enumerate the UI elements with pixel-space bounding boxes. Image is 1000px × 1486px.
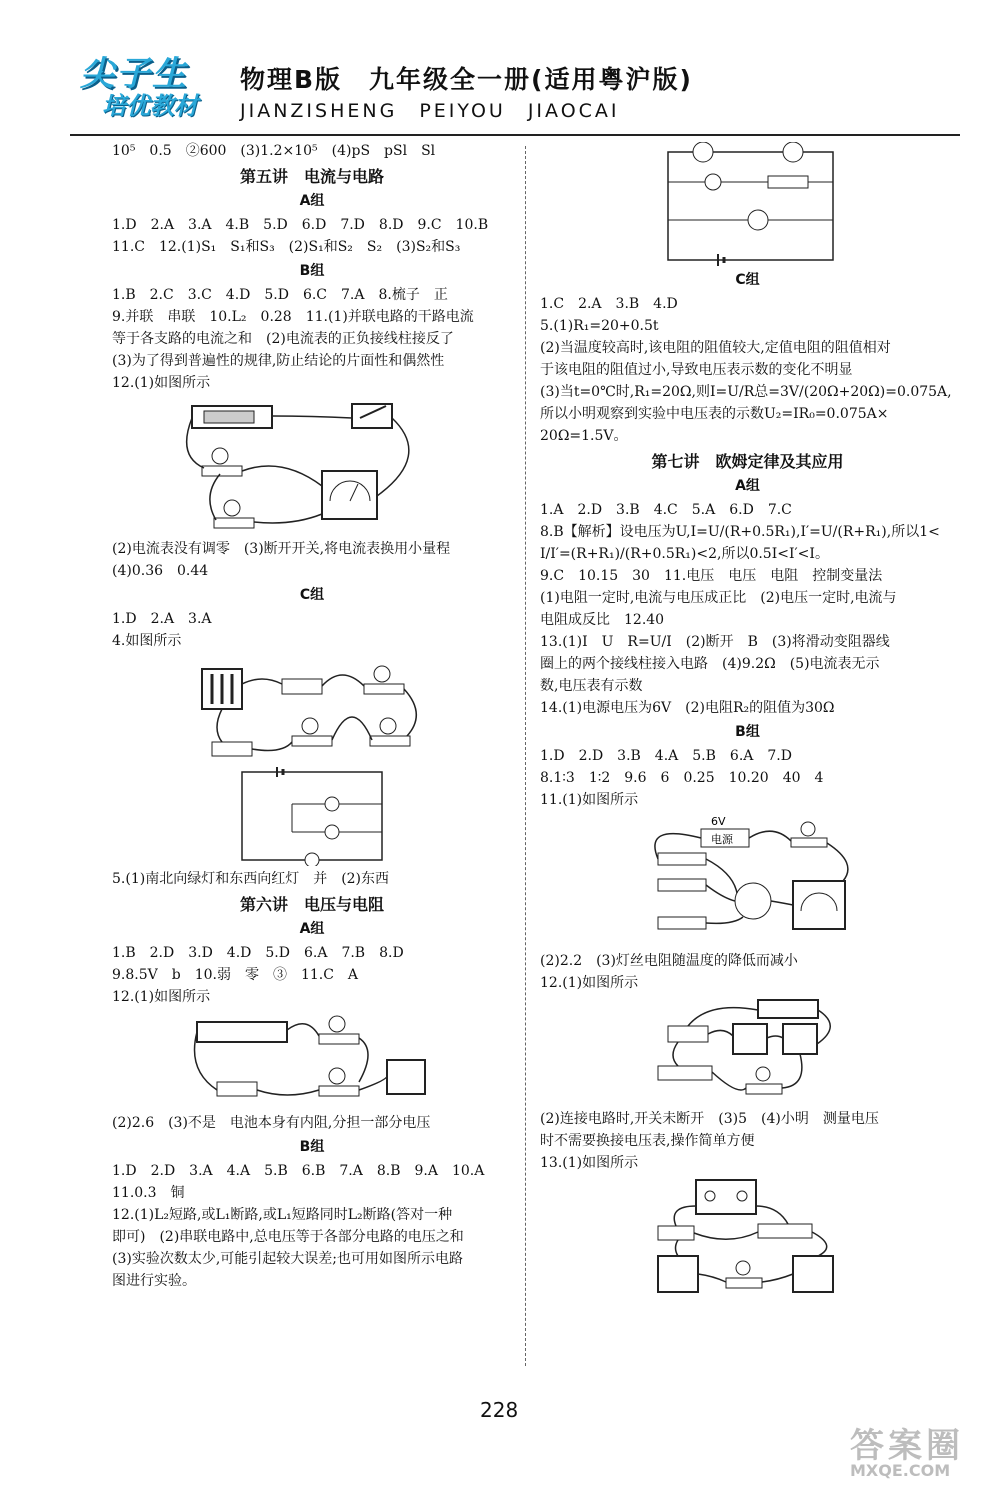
answer-line: 9.C 10.15 30 11.电压 电压 电阻 控制变量法 xyxy=(540,568,883,584)
answer-line: (3)当t=0℃时,R₁=20Ω,则I=U/R总=3V/(20Ω+20Ω)=0.075A, xyxy=(540,384,952,400)
answer-line: 1.D 2.A 3.A xyxy=(112,611,212,627)
answer-line: 即可) (2)串联电路中,总电压等于各部分电路的电压之和 xyxy=(112,1229,464,1245)
figure-label-6v: 6V xyxy=(710,815,726,828)
answer-line: 所以小明观察到实验中电压表的示数U₂=IR₀=0.075A× xyxy=(540,406,889,422)
group-a-heading: A组 xyxy=(735,478,760,494)
right-column xyxy=(540,140,955,1303)
answer-line: (1)电阻一定时,电流与电压成正比 (2)电压一定时,电流与 xyxy=(540,590,897,606)
page-number: 228 xyxy=(480,1398,519,1422)
circuit-figure-voltage xyxy=(187,1010,437,1110)
book-title: 物理B版 九年级全一册(适用粤沪版) xyxy=(240,65,693,94)
answer-line: 10⁵ 0.5 ②600 (3)1.2×10⁵ (4)pS pSl Sl xyxy=(112,143,436,159)
column-divider xyxy=(525,146,526,1366)
circuit-figure-current-meter xyxy=(172,396,452,536)
watermark xyxy=(850,1418,990,1478)
circuit-diagram-traffic xyxy=(232,766,392,866)
answer-line: 5.(1)R₁=20+0.5t xyxy=(540,318,659,334)
answer-line: 12.(1)如图所示 xyxy=(540,975,639,991)
answer-line: 数,电压表有示数 xyxy=(540,678,643,694)
answer-line: 圈上的两个接线柱接入电路 (4)9.2Ω (5)电流表无示 xyxy=(540,656,880,672)
logo-line-1: 尖子生 xyxy=(80,54,188,94)
left-column xyxy=(112,140,512,1292)
group-c-heading: C组 xyxy=(299,587,325,603)
answer-line: 8.1∶3 1∶2 9.6 6 0.25 10.20 40 4 xyxy=(540,770,824,786)
header-rule xyxy=(70,134,960,136)
answer-line: 图进行实验。 xyxy=(112,1273,196,1289)
answer-line: 1.A 2.D 3.B 4.C 5.A 6.D 7.C xyxy=(540,502,792,518)
answer-line: 于该电阻的阻值过小,导致电压表示数的变化不明显 xyxy=(540,362,853,378)
answer-line: 1.B 2.C 3.C 4.D 5.D 6.C 7.A 8.梳子 正 xyxy=(112,287,448,303)
answer-line: 8.B【解析】设电压为U,I=U/(R+0.5R₁),I′=U/(R+R₁),所以1< xyxy=(540,524,940,540)
answer-line: (2)连接电路时,开关未断开 (3)5 (4)小明 测量电压 xyxy=(540,1111,879,1127)
group-b-heading: B组 xyxy=(299,263,325,279)
logo-line-2: 培优教材 xyxy=(102,92,198,120)
answer-line: 时不需要换接电压表,操作简单方便 xyxy=(540,1133,755,1149)
group-b-heading: B组 xyxy=(735,724,760,740)
answer-line: 9.并联 串联 10.L₂ 0.28 11.(1)并联电路的干路电流 xyxy=(112,309,474,325)
group-a-heading: A组 xyxy=(299,193,325,209)
answer-line: (2)电流表没有调零 (3)断开开关,将电流表换用小量程 xyxy=(112,541,451,557)
answer-line: 1.B 2.D 3.D 4.D 5.D 6.A 7.B 8.D xyxy=(112,945,404,961)
answer-line: 13.(1)如图所示 xyxy=(540,1155,639,1171)
answer-line: 9.8.5V b 10.弱 零 ③ 11.C A xyxy=(112,967,359,983)
answer-line: 1.D 2.A 3.A 4.B 5.D 6.D 7.D 8.D 9.C 10.B xyxy=(112,217,489,233)
answer-line: 14.(1)电源电压为6V (2)电阻R₂的阻值为30Ω xyxy=(540,700,835,716)
figure-label-source: 电源 xyxy=(710,833,733,846)
group-a-heading: A组 xyxy=(299,921,325,937)
answer-line: 4.如图所示 xyxy=(112,633,182,649)
answer-line: 等于各支路的电流之和 (2)电流表的正负接线柱接反了 xyxy=(112,331,454,347)
answer-line: (2)2.6 (3)不是 电池本身有内阻,分担一部分电压 xyxy=(112,1115,431,1131)
answer-line: (4)0.36 0.44 xyxy=(112,563,209,579)
group-c-heading: C组 xyxy=(735,272,760,288)
answer-line: 5.(1)南北向绿灯和东西向红灯 并 (2)东西 xyxy=(112,871,390,887)
answer-line: 20Ω=1.5V。 xyxy=(540,428,628,444)
answer-line: 11.C 12.(1)S₁ S₁和S₃ (2)S₁和S₂ S₂ (3)S₂和S₃ xyxy=(112,239,461,255)
answer-line: I/I′=(R+R₁)/(R+0.5R₁)<2,所以0.5I<I′<I。 xyxy=(540,546,829,562)
answer-line: 1.C 2.A 3.B 4.D xyxy=(540,296,678,312)
answer-line: 1.D 2.D 3.B 4.A 5.B 6.A 7.D xyxy=(540,748,792,764)
answer-line: 电阻成反比 12.40 xyxy=(540,612,665,628)
answer-line: 13.(1)I U R=U/I (2)断开 B (3)将滑动变阻器线 xyxy=(540,634,890,650)
answer-line: 11.(1)如图所示 xyxy=(540,792,639,808)
circuit-diagram-voltmeters xyxy=(648,142,848,267)
section-title-6: 第六讲 电压与电阻 xyxy=(239,895,384,914)
answer-line: (2)当温度较高时,该电阻的阻值较大,定值电阻的阻值相对 xyxy=(540,340,891,356)
group-b-heading: B组 xyxy=(299,1139,325,1155)
page-header xyxy=(0,0,1000,140)
section-title-7: 第七讲 欧姆定律及其应用 xyxy=(651,452,844,471)
answer-line: 12.(1)L₂短路,或L₁断路,或L₁短路同时L₂断路(答对一种 xyxy=(112,1207,453,1223)
section-title-5: 第五讲 电流与电路 xyxy=(239,167,384,186)
answer-line: (2)2.2 (3)灯丝电阻随温度的降低而减小 xyxy=(540,953,798,969)
brand-logo xyxy=(62,46,222,124)
answer-line: 1.D 2.D 3.A 4.A 5.B 6.B 7.A 8.B 9.A 10.A xyxy=(112,1163,485,1179)
answer-line: 11.0.3 铜 xyxy=(112,1185,185,1201)
circuit-figure-traffic-lights xyxy=(192,654,432,764)
answer-line: 12.(1)如图所示 xyxy=(112,375,211,391)
answer-line: (3)实验次数太少,可能引起较大误差;也可用如图所示电路 xyxy=(112,1251,463,1267)
answer-line: 12.(1)如图所示 xyxy=(112,989,211,1005)
circuit-figure-power-supply xyxy=(648,1176,848,1301)
answer-line: (3)为了得到普遍性的规律,防止结论的片面性和偶然性 xyxy=(112,353,445,369)
watermark-line-2: MXQE.COM xyxy=(850,1461,951,1480)
watermark-line-1: 答案圈 xyxy=(850,1426,964,1466)
circuit-figure-two-meters xyxy=(648,996,848,1106)
book-subtitle: JIANZISHENG PEIYOU JIAOCAI xyxy=(240,100,620,122)
circuit-figure-ohm-law xyxy=(633,813,863,948)
